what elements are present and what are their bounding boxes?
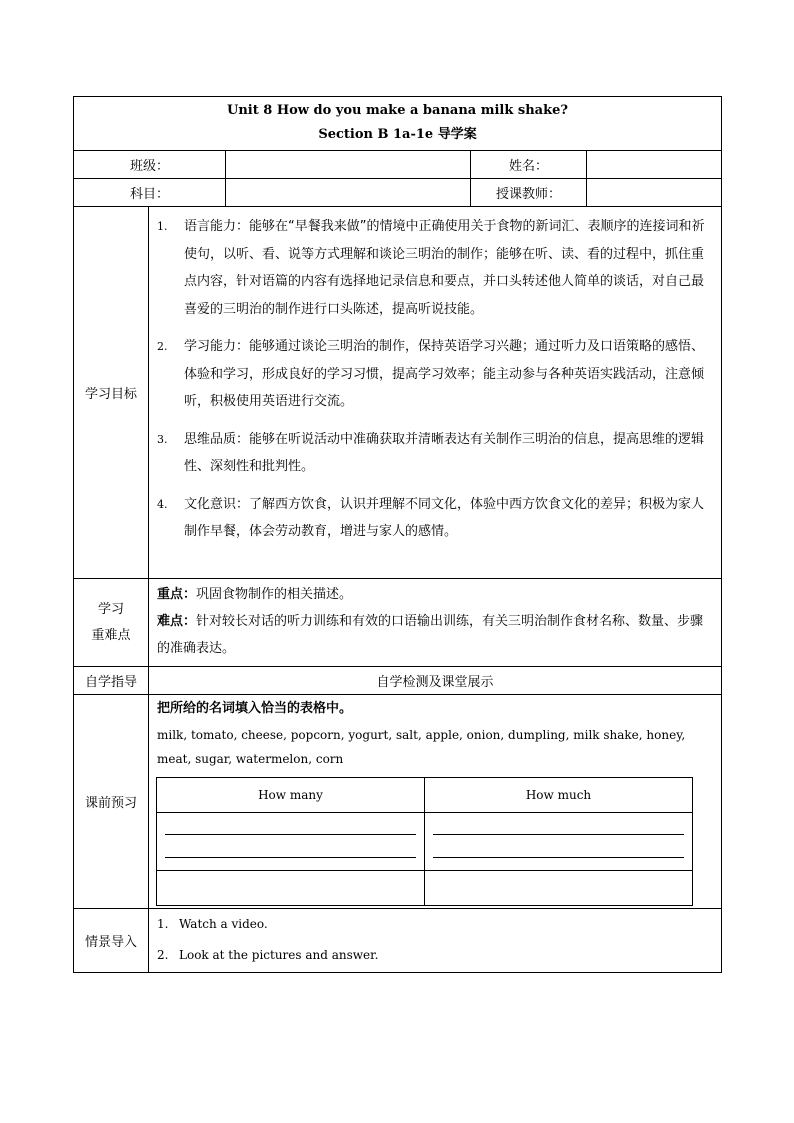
key-point-text: 巩固食物制作的相关描述。 — [196, 587, 353, 602]
preview-content — [149, 695, 722, 909]
guide-heading: 自学检测及课堂展示 — [149, 667, 722, 695]
scene-text: Look at the pictures and answer. — [179, 948, 379, 962]
objective-text: 语言能力：能够在“早餐我来做”的情境中正确使用关于食物的新词汇、表顺序的连接词和祈使句，以听、看、说等方式理解和谈论三明治的制作；能够在听、读、看的过程中，抓住重点内容，针对语篇的内容有选择地记录信息和要点，并口头转述他人简单的谈话，对自己最喜爱的三明治的制作进行口头陈述，提高听说技能。 — [184, 219, 705, 317]
title-line-2: Section B 1a-1e 导学案 — [318, 127, 477, 142]
difficult-point-text: 针对较长对话的听力训练和有效的口语输出训练，有关三明治制作食材名称、数量、步骤的准确表达。 — [157, 614, 704, 656]
word-list: milk, tomato, cheese, popcorn, yogurt, salt, apple, onion, dumpling, milk shake, honey, meat, sugar, watermelon, corn — [157, 728, 686, 766]
scene-item — [157, 940, 713, 971]
scene-list — [149, 909, 721, 971]
scene-text: Watch a video. — [179, 917, 268, 931]
scene-label: 情景导入 — [74, 909, 149, 973]
objectives-content — [149, 207, 722, 579]
focus-label-line-2: 重难点 — [91, 627, 131, 643]
scene-number: 2. — [157, 948, 169, 962]
how-many-extra-cell[interactable] — [157, 871, 425, 906]
document-title — [74, 97, 722, 151]
objective-item — [157, 426, 707, 481]
how-much-extra-cell[interactable] — [425, 871, 693, 906]
objective-number: 4. — [157, 497, 168, 511]
difficult-point — [157, 608, 713, 662]
objective-item — [157, 333, 707, 416]
answer-line[interactable] — [433, 835, 684, 858]
classification-table — [156, 777, 693, 906]
objective-text: 思维品质：能够在听说活动中准确获取并清晰表达有关制作三明治的信息，提高思维的逻辑性、深刻性和批判性。 — [184, 431, 705, 474]
difficult-point-label: 难点： — [157, 614, 197, 629]
answer-line[interactable] — [165, 813, 416, 835]
objective-text: 文化意识：了解西方饮食，认识并理解不同文化，体验中西方饮食文化的差异；积极为家人制作早餐，体会劳动教育，增进与家人的感情。 — [184, 496, 705, 539]
answer-line[interactable] — [165, 835, 416, 858]
objective-text: 学习能力：能够通过谈论三明治的制作，保持英语学习兴趣；通过听力及口语策略的感悟、体验和学习，形成良好的学习习惯，提高学习效率；能主动参与各种英语实践活动，注意倾听，积极使用英语进行交流。 — [184, 339, 705, 409]
worksheet — [73, 96, 721, 973]
scene-item — [157, 909, 713, 940]
objective-item — [157, 491, 707, 546]
teacher-field[interactable] — [587, 179, 722, 207]
class-label: 班级： — [74, 151, 226, 179]
name-label: 姓名： — [471, 151, 587, 179]
guide-label: 自学指导 — [74, 667, 149, 695]
preview-instruction: 把所给的名词填入恰当的表格中。 — [157, 701, 353, 716]
title-line-1: Unit 8 How do you make a banana milk shake? — [227, 103, 568, 118]
class-field[interactable] — [226, 151, 471, 179]
objectives-label: 学习目标 — [74, 207, 149, 579]
subject-field[interactable] — [226, 179, 471, 207]
objective-number: 2. — [157, 340, 168, 353]
worksheet-table — [73, 96, 722, 973]
objective-number: 3. — [157, 432, 168, 446]
key-point — [157, 581, 713, 608]
objective-item — [157, 213, 707, 323]
objective-number: 1. — [157, 220, 168, 233]
scene-number: 1. — [157, 917, 169, 931]
focus-content — [149, 579, 722, 667]
key-point-label: 重点： — [157, 587, 197, 602]
answer-line[interactable] — [433, 813, 684, 835]
subject-label: 科目： — [74, 179, 226, 207]
teacher-label: 授课教师： — [471, 179, 587, 207]
how-many-header: How many — [157, 778, 425, 813]
name-field[interactable] — [587, 151, 722, 179]
preview-label: 课前预习 — [74, 695, 149, 909]
scene-content — [149, 909, 722, 973]
objectives-list — [149, 207, 721, 546]
focus-label-line-1: 学习 — [97, 601, 124, 617]
how-many-answer-cell[interactable] — [157, 813, 425, 871]
how-much-answer-cell[interactable] — [425, 813, 693, 871]
focus-label — [74, 579, 149, 667]
how-much-header: How much — [425, 778, 693, 813]
